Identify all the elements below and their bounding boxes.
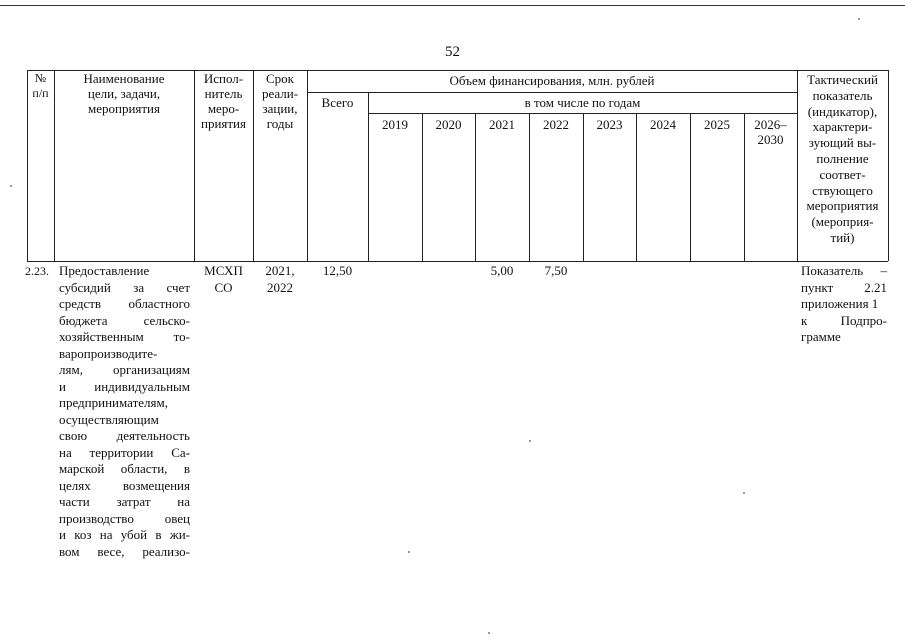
row-name-line: субсидий за счет xyxy=(59,279,190,295)
page-number: 52 xyxy=(445,44,460,60)
row-indicator-line: грамме xyxy=(801,329,841,344)
row-name-line: целях возмещения xyxy=(59,477,190,493)
table-line xyxy=(475,113,476,261)
header-total: Всего xyxy=(321,95,354,110)
header-name: Наименование цели, задачи, мероприятия xyxy=(83,71,165,116)
row-name-line: хозяйственным то- xyxy=(59,329,190,344)
row-total: 12,50 xyxy=(322,263,353,278)
row-name-line: части затрат на xyxy=(59,494,190,509)
header-year-2019: 2019 xyxy=(382,117,408,132)
header-indicator: Тактический показатель (индикатор), характери- зующий вы- полнение соответ- ствующего мероприятия (мероприя- тий) xyxy=(806,72,879,245)
header-year-2024: 2024 xyxy=(650,117,676,132)
row-name-line: вом весе, реализо- xyxy=(59,543,190,559)
table-line xyxy=(690,113,691,261)
row-name-line: и коз на убой в жи- xyxy=(59,527,190,542)
scan-speck xyxy=(488,632,490,634)
scan-speck xyxy=(743,492,745,494)
row-term: 2021, 2022 xyxy=(265,263,295,295)
row-year-2022: 7,50 xyxy=(544,263,568,278)
scan-edge-line xyxy=(0,5,905,6)
table-line xyxy=(636,113,637,261)
header-year-2020: 2020 xyxy=(435,117,462,132)
row-name-line: и индивидуальным xyxy=(59,378,190,394)
row-name-line: бюджета сельско- xyxy=(59,312,190,328)
header-year-2021: 2021 xyxy=(489,117,515,132)
row-indicator-line: Показатель – xyxy=(801,263,887,278)
scan-speck xyxy=(529,440,531,442)
row-year-2021: 5,00 xyxy=(490,263,514,278)
row-indicator-line: пункт 2.21 xyxy=(801,279,887,295)
scan-speck xyxy=(858,18,860,20)
row-name-line: лям, организациям xyxy=(59,362,190,377)
table-border-right xyxy=(888,70,889,261)
row-name-line: варопроизводите- xyxy=(59,345,158,361)
row-name-line: производство овец xyxy=(59,510,190,526)
header-by-years: в том числе по годам xyxy=(524,95,641,110)
header-year-2026-2030: 2026– 2030 xyxy=(754,117,787,147)
row-name-line: предпринимателям, xyxy=(59,395,168,410)
row-name-line: средств областного xyxy=(59,296,190,311)
table-line xyxy=(422,113,423,261)
header-year-2023: 2023 xyxy=(596,117,623,132)
row-indicator xyxy=(801,263,887,346)
row-name-line: на территории Са- xyxy=(59,444,190,460)
row-indicator-line: приложения 1 xyxy=(801,296,879,311)
row-name-line: марской области, в xyxy=(59,461,190,476)
table-line xyxy=(529,113,530,261)
header-executor: Испол- нитель меро- приятия xyxy=(200,71,246,131)
header-number: № п/п xyxy=(32,71,49,100)
scan-speck xyxy=(10,185,12,187)
row-name-line: осуществляющим xyxy=(59,411,159,427)
table-line xyxy=(583,113,584,261)
header-year-2025: 2025 xyxy=(704,117,730,132)
scan-speck xyxy=(408,551,410,553)
row-number: 2.23. xyxy=(25,264,49,278)
table-line xyxy=(307,92,797,93)
header-term: Срок реали- зации, годы xyxy=(261,71,299,131)
header-financing: Объем финансирования, млн. рублей xyxy=(449,73,655,88)
header-year-2022: 2022 xyxy=(543,117,569,132)
row-name-line: Предоставление xyxy=(59,263,150,278)
row-name xyxy=(59,263,190,560)
row-indicator-line: к Подпро- xyxy=(801,312,887,328)
table-header-bottom xyxy=(27,261,888,262)
row-name-line: свою деятельность xyxy=(59,428,190,443)
row-executor: МСХП СО xyxy=(204,263,243,295)
